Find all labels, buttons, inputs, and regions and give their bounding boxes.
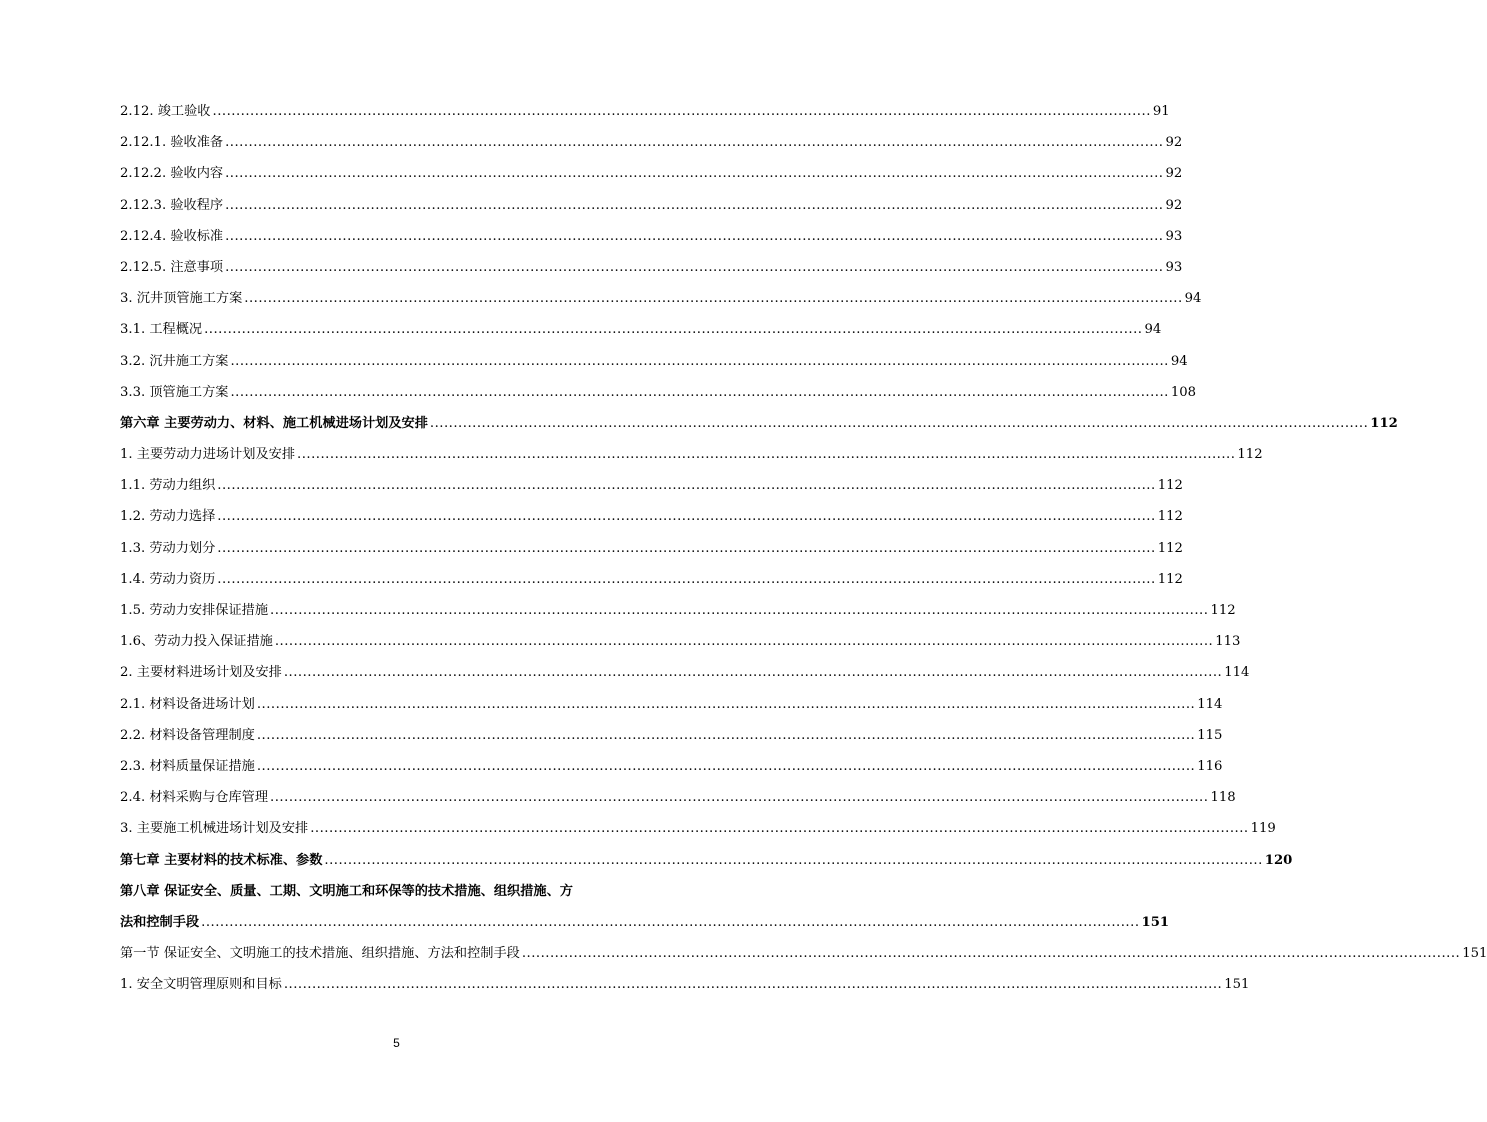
toc-entry[interactable] <box>120 533 1183 564</box>
toc-entry[interactable] <box>120 845 1293 876</box>
toc-entry-title: 1. 安全文明管理原则和目标 <box>120 977 282 993</box>
toc-dot-leader: ........................................................................................................................................................................................................ <box>225 197 1164 213</box>
toc-entry-page: 92 <box>1165 135 1183 151</box>
toc-entry-page: 112 <box>1370 415 1398 431</box>
toc-entry-title: 第一节 保证安全、文明施工的技术措施、组织措施、方法和控制手段 <box>120 946 520 962</box>
toc-entry[interactable] <box>120 190 1183 221</box>
toc-dot-leader: ........................................................................................................................................................................................................ <box>204 322 1143 338</box>
toc-entry-page: 116 <box>1197 758 1223 774</box>
toc-entry-title: 法和控制手段 <box>120 914 200 930</box>
toc-dot-leader: ........................................................................................................................................................................................................ <box>217 509 1156 525</box>
toc-entry-title: 3. 主要施工机械进场计划及安排 <box>120 821 309 837</box>
toc-dot-leader: ........................................................................................................................................................................................................ <box>225 135 1164 151</box>
toc-dot-leader: ........................................................................................................................................................................................................ <box>217 571 1156 587</box>
toc-dot-leader: ........................................................................................................................................................................................................ <box>217 540 1156 556</box>
toc-entry[interactable] <box>120 564 1183 595</box>
toc-entry-page: 120 <box>1264 852 1293 868</box>
toc-entry[interactable] <box>120 221 1183 252</box>
toc-entry-title: 2.12.4. 验收标准 <box>120 228 224 244</box>
toc-entry[interactable] <box>120 96 1170 127</box>
toc-entry[interactable] <box>120 346 1188 377</box>
toc-dot-leader: ........................................................................................................................................................................................................ <box>429 415 1369 431</box>
toc-entry-page: 112 <box>1157 571 1183 587</box>
toc-entry-title: 2.12.5. 注意事项 <box>120 259 224 275</box>
toc-entry-page: 91 <box>1152 104 1170 119</box>
toc-dot-leader: ........................................................................................................................................................................................................ <box>225 259 1164 275</box>
toc-entry-page: 112 <box>1210 603 1236 618</box>
toc-entry-page: 114 <box>1197 696 1223 712</box>
toc-entry[interactable] <box>120 158 1183 189</box>
toc-dot-leader: ........................................................................................................................................................................................................ <box>283 665 1223 681</box>
toc-entry-page: 118 <box>1210 790 1236 806</box>
toc-entry-title: 1.4. 劳动力资历 <box>120 571 216 587</box>
toc-entry-page: 92 <box>1165 197 1183 213</box>
toc-entry[interactable] <box>120 127 1183 158</box>
toc-entry-chapter8-line1[interactable]: 第八章 保证安全、质量、工期、文明施工和环保等的技术措施、组织措施、方 <box>120 883 573 899</box>
toc-entry-title: 2.12.1. 验收准备 <box>120 135 224 151</box>
toc-entry-title: 2.12.3. 验收程序 <box>120 197 224 213</box>
toc-entry[interactable] <box>120 439 1263 470</box>
toc-entry[interactable] <box>120 938 1487 969</box>
toc-dot-leader: ........................................................................................................................................................................................................ <box>324 852 1263 868</box>
toc-entry-page: 151 <box>1462 946 1487 962</box>
toc-entry[interactable] <box>120 657 1250 688</box>
toc-entry-page: 112 <box>1237 447 1263 463</box>
toc-dot-leader: ........................................................................................................................................................................................................ <box>225 166 1164 182</box>
toc-entry-title: 2. 主要材料进场计划及安排 <box>120 665 282 681</box>
toc-entry-title: 2.12.2. 验收内容 <box>120 166 224 182</box>
toc-entry[interactable] <box>120 252 1183 283</box>
toc-entry-page: 93 <box>1165 228 1183 244</box>
toc-entry-page: 94 <box>1144 322 1162 338</box>
toc-dot-leader: ........................................................................................................................................................................................................ <box>230 353 1169 369</box>
toc-entry[interactable] <box>120 314 1162 345</box>
toc-entry-title: 2.1. 材料设备进场计划 <box>120 696 255 712</box>
toc-entry-title: 3.3. 顶管施工方案 <box>120 384 229 400</box>
toc-entry[interactable] <box>120 408 1398 439</box>
toc-entry[interactable] <box>120 283 1202 314</box>
toc-entry-page: 92 <box>1165 166 1183 182</box>
toc-entry[interactable] <box>120 813 1276 844</box>
toc-entry-title: 3. 沉井顶管施工方案 <box>120 291 243 307</box>
toc-entry-page: 112 <box>1157 540 1183 556</box>
toc-entry-title: 1.3. 劳动力划分 <box>120 540 216 556</box>
toc-dot-leader: ........................................................................................................................................................................................................ <box>256 696 1196 712</box>
toc-entry[interactable] <box>120 751 1223 782</box>
toc-entry-title: 1.2. 劳动力选择 <box>120 509 216 525</box>
toc-entry-page: 93 <box>1165 259 1183 275</box>
toc-entry[interactable] <box>120 470 1183 501</box>
toc-dot-leader: ........................................................................................................................................................................................................ <box>201 914 1140 930</box>
toc-tail-list <box>120 938 1487 1000</box>
table-of-contents <box>120 96 1487 1000</box>
toc-entry-page: 114 <box>1224 665 1250 681</box>
toc-entry-page: 94 <box>1184 291 1202 307</box>
toc-dot-leader: ........................................................................................................................................................................................................ <box>521 946 1461 962</box>
toc-entry-title: 第六章 主要劳动力、材料、施工机械进场计划及安排 <box>120 415 428 431</box>
toc-dot-leader: ........................................................................................................................................................................................................ <box>256 758 1196 774</box>
toc-dot-leader: ........................................................................................................................................................................................................ <box>270 790 1209 806</box>
toc-entry-title: 1.6、劳动力投入保证措施 <box>120 634 273 650</box>
toc-dot-leader: ........................................................................................................................................................................................................ <box>256 727 1196 743</box>
toc-dot-leader: ........................................................................................................................................................................................................ <box>274 634 1214 650</box>
toc-entry[interactable] <box>120 720 1223 751</box>
toc-entry-title: 2.4. 材料采购与仓库管理 <box>120 790 269 806</box>
toc-entry-title: 3.2. 沉井施工方案 <box>120 353 229 369</box>
toc-entry[interactable] <box>120 689 1223 720</box>
toc-entry-page: 112 <box>1157 509 1183 525</box>
toc-entry-page: 151 <box>1224 977 1250 993</box>
toc-dot-leader: ........................................................................................................................................................................................................ <box>283 977 1223 993</box>
toc-entry-page: 94 <box>1170 353 1188 369</box>
toc-entry-title: 2.3. 材料质量保证措施 <box>120 758 255 774</box>
toc-entry-title: 3.1. 工程概况 <box>120 322 203 338</box>
toc-entry[interactable] <box>120 501 1183 532</box>
toc-entry-title: 第七章 主要材料的技术标准、参数 <box>120 852 323 868</box>
toc-dot-leader: ........................................................................................................................................................................................................ <box>270 603 1209 618</box>
toc-entry-page: 112 <box>1157 478 1183 494</box>
toc-entry[interactable] <box>120 377 1197 408</box>
page-number: 5 <box>393 1036 400 1050</box>
toc-entry-page: 151 <box>1141 914 1170 930</box>
toc-entry-title: 2.12. 竣工验收 <box>120 104 211 119</box>
toc-dot-leader: ........................................................................................................................................................................................................ <box>310 821 1249 837</box>
toc-dot-leader: ........................................................................................................................................................................................................ <box>244 291 1183 307</box>
toc-entry-page: 119 <box>1250 821 1276 837</box>
toc-entry-title: 2.2. 材料设备管理制度 <box>120 727 255 743</box>
toc-entry-page: 108 <box>1170 384 1197 400</box>
toc-entry[interactable] <box>120 626 1241 657</box>
toc-main-list <box>120 96 1398 876</box>
toc-entry[interactable] <box>120 782 1236 813</box>
toc-entry-title: 1.5. 劳动力安排保证措施 <box>120 603 269 618</box>
toc-dot-leader: ........................................................................................................................................................................................................ <box>230 384 1169 400</box>
toc-entry[interactable] <box>120 969 1250 1000</box>
toc-dot-leader: ........................................................................................................................................................................................................ <box>217 478 1156 494</box>
toc-entry-page: 113 <box>1215 634 1241 650</box>
toc-entry-page: 115 <box>1197 727 1223 743</box>
toc-entry-title: 1. 主要劳动力进场计划及安排 <box>120 447 296 463</box>
toc-dot-leader: ........................................................................................................................................................................................................ <box>297 447 1236 463</box>
toc-dot-leader: ........................................................................................................................................................................................................ <box>212 104 1151 119</box>
toc-entry-title: 1.1. 劳动力组织 <box>120 478 216 494</box>
toc-entry[interactable] <box>120 595 1236 626</box>
toc-entry-chapter8-line2[interactable] <box>120 907 1170 938</box>
toc-dot-leader: ........................................................................................................................................................................................................ <box>225 228 1164 244</box>
